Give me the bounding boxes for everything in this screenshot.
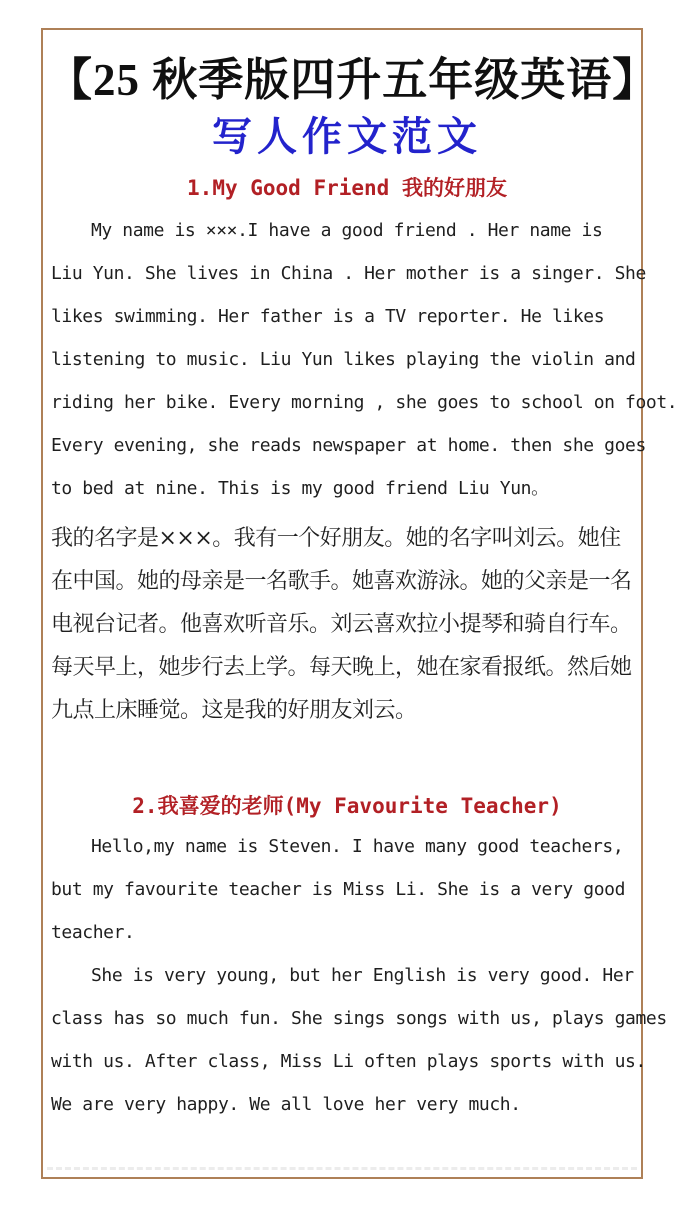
text-line: likes swimming. Her father is a TV reporter. He likes: [51, 306, 605, 327]
text-line: She is very young, but her English is very good. Her: [91, 965, 634, 986]
text-line: My name is ×××.I have a good friend . Her name is: [91, 220, 603, 241]
text-line: Hello,my name is Steven. I have many good teachers,: [91, 836, 624, 857]
essay1-english-paragraph: [51, 209, 678, 510]
text-line: but my favourite teacher is Miss Li. She is a very good: [51, 879, 626, 900]
page-content: [43, 30, 678, 1126]
text-line: class has so much fun. She sings songs with us, plays games: [51, 1008, 667, 1029]
text-line: riding her bike. Every morning , she goes to school on foot.: [51, 392, 678, 413]
faint-dashed-line: [47, 1167, 637, 1170]
text-line: with us. After class, Miss Li often plays sports with us.: [51, 1051, 646, 1072]
document-title: 【25 秋季版四升五年级英语】: [47, 55, 659, 105]
section-gap: [51, 732, 643, 780]
text-line: 在中国。她的母亲是一名歌手。她喜欢游泳。她的父亲是一名: [51, 569, 632, 594]
essay2-paragraph-1: [51, 825, 643, 954]
text-line: We are very happy. We all love her very much.: [51, 1094, 521, 1115]
essay2-heading: 2.我喜爱的老师(My Favourite Teacher): [132, 794, 562, 818]
page-frame: [41, 28, 678, 1179]
essay2-paragraph-2: [51, 954, 667, 1126]
document-subtitle: 写人作文范文: [212, 114, 482, 159]
text-line: teacher.: [51, 922, 135, 943]
essay1-chinese-paragraph: [51, 517, 643, 732]
text-line: Every evening, she reads newspaper at home. then she goes: [51, 435, 646, 456]
text-line: to bed at nine. This is my good friend Liu Yun。: [51, 478, 549, 499]
essay1-heading: 1.My Good Friend 我的好朋友: [187, 176, 507, 200]
text-line: listening to music. Liu Yun likes playing the violin and: [51, 349, 636, 370]
text-line: 电视台记者。他喜欢听音乐。刘云喜欢拉小提琴和骑自行车。: [51, 612, 632, 637]
text-line: 九点上床睡觉。这是我的好朋友刘云。: [51, 698, 417, 723]
text-line: 每天早上，她步行去上学。每天晚上，她在家看报纸。然后她: [51, 655, 632, 680]
text-line: Liu Yun. She lives in China . Her mother is a singer. She: [51, 263, 646, 284]
text-line: 我的名字是×××。我有一个好朋友。她的名字叫刘云。她住: [51, 526, 621, 551]
